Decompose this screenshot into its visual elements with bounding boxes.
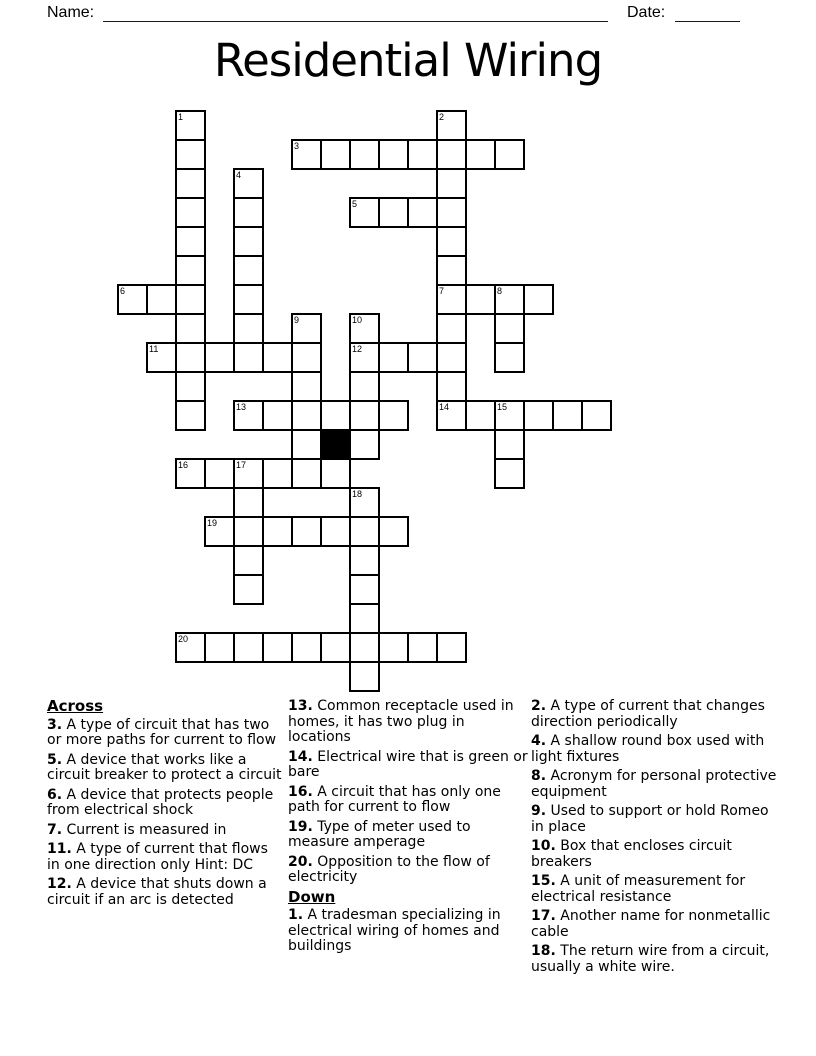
grid-cell[interactable] xyxy=(378,139,409,170)
cell-number: 20 xyxy=(178,634,189,644)
grid-cell[interactable] xyxy=(436,197,467,228)
clue-number: 2. xyxy=(531,698,547,714)
grid-cell[interactable] xyxy=(204,458,235,489)
grid-cell[interactable] xyxy=(349,574,380,605)
date-label: Date: xyxy=(627,4,666,21)
cell-number: 3 xyxy=(294,141,300,151)
cell-number: 9 xyxy=(294,315,300,325)
grid-cell[interactable] xyxy=(378,342,409,373)
grid-cell[interactable] xyxy=(465,139,496,170)
clue-number: 20. xyxy=(288,853,313,870)
grid-cell[interactable] xyxy=(552,400,583,431)
grid-cell[interactable] xyxy=(407,197,438,228)
grid-cell[interactable] xyxy=(175,284,206,315)
clue-column-across xyxy=(47,699,285,912)
grid-cell[interactable] xyxy=(262,632,293,663)
grid-cell[interactable] xyxy=(320,516,351,547)
name-blank-line[interactable] xyxy=(103,21,608,22)
clue-down-2: 2. A type of current that changes direction periodically xyxy=(531,698,765,730)
grid-cell[interactable] xyxy=(349,603,380,634)
clue-down-15: 15. A unit of measurement for electrical resistance xyxy=(531,873,746,905)
cell-number: 5 xyxy=(352,199,358,209)
grid-cell[interactable] xyxy=(581,400,612,431)
clue-number: 17. xyxy=(531,908,556,924)
clue-across-3: 3. A type of circuit that has two or more paths for current to flow xyxy=(47,716,277,748)
clue-number: 5. xyxy=(47,751,63,768)
clue-number: 7. xyxy=(47,821,63,838)
cell-number: 2 xyxy=(439,112,445,122)
grid-cell[interactable] xyxy=(233,545,264,576)
grid-cell[interactable] xyxy=(262,516,293,547)
clue-down-10: 10. Box that encloses circuit breakers xyxy=(531,838,732,870)
grid-cell[interactable] xyxy=(204,342,235,373)
clue-number: 13. xyxy=(288,698,313,714)
clue-number: 19. xyxy=(288,818,313,835)
clue-across-6: 6. A device that protects people from electrical shock xyxy=(47,786,274,818)
clue-number: 15. xyxy=(531,873,556,889)
grid-cell[interactable] xyxy=(291,371,322,402)
grid-cell[interactable] xyxy=(291,516,322,547)
clue-across-12: 12. A device that shuts down a circuit if an arc is detected xyxy=(47,876,267,908)
clue-across-16: 16. A circuit that has only one path for current to flow xyxy=(288,783,501,815)
down-heading: Down xyxy=(288,887,336,906)
grid-cell[interactable] xyxy=(320,458,351,489)
crossword-grid xyxy=(88,110,612,692)
clue-column-middle xyxy=(288,699,529,959)
grid-cell[interactable] xyxy=(523,284,554,315)
grid-cell[interactable] xyxy=(233,255,264,286)
clue-across-5: 5. A device that works like a circuit breaker to protect a circuit xyxy=(47,751,282,783)
clue-number: 8. xyxy=(531,768,547,784)
grid-cell[interactable] xyxy=(146,284,177,315)
grid-cell[interactable] xyxy=(291,632,322,663)
clue-across-14: 14. Electrical wire that is green or bare xyxy=(288,748,528,780)
grid-cell[interactable] xyxy=(175,632,206,663)
grid-cell[interactable] xyxy=(436,400,467,431)
grid-cell[interactable] xyxy=(233,516,264,547)
grid-cell[interactable] xyxy=(291,313,322,344)
grid-cell[interactable] xyxy=(349,545,380,576)
grid-cell[interactable] xyxy=(117,284,148,315)
grid-cell[interactable] xyxy=(175,255,206,286)
grid-cell[interactable] xyxy=(494,458,525,489)
grid-cell[interactable] xyxy=(349,313,380,344)
grid-cell[interactable] xyxy=(291,458,322,489)
clue-across-13: 13. Common receptacle used in homes, it has two plug in locations xyxy=(288,698,514,745)
grid-cell[interactable] xyxy=(204,516,235,547)
grid-cell[interactable] xyxy=(494,313,525,344)
grid-cell[interactable] xyxy=(262,342,293,373)
cell-number: 19 xyxy=(207,518,218,528)
cell-number: 8 xyxy=(497,286,503,296)
grid-cell[interactable] xyxy=(436,284,467,315)
grid-cell[interactable] xyxy=(291,342,322,373)
grid-cell[interactable] xyxy=(494,342,525,373)
across-heading: Across xyxy=(47,697,104,715)
cell-number: 1 xyxy=(178,112,184,122)
grid-cell[interactable] xyxy=(233,284,264,315)
grid-cell[interactable] xyxy=(494,400,525,431)
clue-number: 14. xyxy=(288,748,313,765)
grid-cell[interactable] xyxy=(436,342,467,373)
grid-cell[interactable] xyxy=(204,632,235,663)
grid-cell[interactable] xyxy=(291,429,322,460)
grid-cell[interactable] xyxy=(494,284,525,315)
clue-number: 12. xyxy=(47,876,72,892)
grid-cell[interactable] xyxy=(378,197,409,228)
clue-down-9: 9. Used to support or hold Romeo in place xyxy=(531,803,769,835)
grid-cell[interactable] xyxy=(378,516,409,547)
grid-cell[interactable] xyxy=(175,197,206,228)
clue-number: 1. xyxy=(288,907,304,923)
clue-number: 10. xyxy=(531,838,556,854)
grid-cell[interactable] xyxy=(175,342,206,373)
clue-across-11: 11. A type of current that flows in one direction only Hint: DC xyxy=(47,841,268,873)
grid-cell[interactable] xyxy=(320,632,351,663)
grid-cell[interactable] xyxy=(233,632,264,663)
clue-number: 11. xyxy=(47,841,72,857)
clue-down-8: 8. Acronym for personal protective equipment xyxy=(531,768,777,800)
cell-number: 16 xyxy=(178,460,189,470)
grid-cell[interactable] xyxy=(349,632,380,663)
cell-number: 11 xyxy=(149,344,159,354)
grid-cell[interactable] xyxy=(436,168,467,199)
grid-cell[interactable] xyxy=(436,255,467,286)
grid-cell[interactable] xyxy=(175,371,206,402)
grid-cell[interactable] xyxy=(262,400,293,431)
grid-cell[interactable] xyxy=(175,226,206,257)
cell-number: 13 xyxy=(236,402,247,412)
clue-down-4: 4. A shallow round box used with light fixtures xyxy=(531,733,765,765)
grid-cell[interactable] xyxy=(175,168,206,199)
clue-across-7: 7. Current is measured in xyxy=(47,821,227,838)
cell-number: 6 xyxy=(120,286,126,296)
grid-cell[interactable] xyxy=(349,429,380,460)
cell-number: 15 xyxy=(497,402,508,412)
grid-cell[interactable] xyxy=(291,139,322,170)
grid-cell[interactable] xyxy=(175,313,206,344)
grid-cell[interactable] xyxy=(349,661,380,692)
grid-cell[interactable] xyxy=(494,429,525,460)
grid-cell[interactable] xyxy=(146,342,177,373)
grid-cell[interactable] xyxy=(175,458,206,489)
blocked-cell xyxy=(320,429,351,460)
grid-cell[interactable] xyxy=(436,371,467,402)
clue-number: 16. xyxy=(288,783,313,800)
grid-cell[interactable] xyxy=(436,632,467,663)
clue-number: 4. xyxy=(531,733,547,749)
clue-number: 9. xyxy=(531,803,547,819)
grid-cell[interactable] xyxy=(407,139,438,170)
puzzle-title: Residential Wiring xyxy=(213,34,603,87)
clue-number: 3. xyxy=(47,716,63,733)
grid-cell[interactable] xyxy=(349,139,380,170)
grid-cell[interactable] xyxy=(175,139,206,170)
grid-cell[interactable] xyxy=(465,284,496,315)
grid-cell[interactable] xyxy=(233,342,264,373)
grid-cell[interactable] xyxy=(407,632,438,663)
grid-cell[interactable] xyxy=(233,487,264,518)
grid-cell[interactable] xyxy=(233,574,264,605)
grid-cell[interactable] xyxy=(436,139,467,170)
grid-cell[interactable] xyxy=(378,632,409,663)
grid-cell[interactable] xyxy=(494,139,525,170)
grid-cell[interactable] xyxy=(349,400,380,431)
grid-cell[interactable] xyxy=(349,342,380,373)
grid-cell[interactable] xyxy=(233,197,264,228)
grid-cell[interactable] xyxy=(175,400,206,431)
grid-cell[interactable] xyxy=(436,313,467,344)
cell-number: 14 xyxy=(439,402,450,412)
grid-cell[interactable] xyxy=(262,458,293,489)
cell-number: 10 xyxy=(352,315,363,325)
grid-cell[interactable] xyxy=(175,110,206,141)
clue-across-20: 20. Opposition to the flow of electricity xyxy=(288,853,490,885)
grid-cell[interactable] xyxy=(436,110,467,141)
date-blank-line[interactable] xyxy=(675,21,740,22)
cell-number: 18 xyxy=(352,489,363,499)
grid-cell[interactable] xyxy=(436,226,467,257)
cell-number: 12 xyxy=(352,344,363,354)
grid-cell[interactable] xyxy=(465,400,496,431)
grid-cell[interactable] xyxy=(407,342,438,373)
cell-number: 4 xyxy=(236,170,242,180)
grid-cell[interactable] xyxy=(291,400,322,431)
clue-number: 18. xyxy=(531,943,556,959)
clue-down-1: 1. A tradesman specializing in electrical wiring of homes and buildings xyxy=(288,907,501,954)
grid-cell[interactable] xyxy=(233,313,264,344)
clue-column-down xyxy=(531,699,779,979)
grid-cell[interactable] xyxy=(349,371,380,402)
grid-cell[interactable] xyxy=(349,487,380,518)
grid-cell[interactable] xyxy=(349,197,380,228)
cell-number: 7 xyxy=(439,286,445,296)
clue-across-19: 19. Type of meter used to measure amperage xyxy=(288,818,471,850)
grid-cell[interactable] xyxy=(349,516,380,547)
grid-cell[interactable] xyxy=(233,400,264,431)
clue-down-18: 18. The return wire from a circuit, usually a white wire. xyxy=(531,943,770,975)
grid-cell[interactable] xyxy=(233,458,264,489)
grid-cell[interactable] xyxy=(320,139,351,170)
cell-number: 17 xyxy=(236,460,247,470)
clue-number: 6. xyxy=(47,786,63,803)
grid-cell[interactable] xyxy=(378,400,409,431)
clue-down-17: 17. Another name for nonmetallic cable xyxy=(531,908,771,940)
grid-cell[interactable] xyxy=(233,226,264,257)
grid-cell[interactable] xyxy=(523,400,554,431)
name-label: Name: xyxy=(47,4,95,21)
grid-cell[interactable] xyxy=(320,400,351,431)
grid-cell[interactable] xyxy=(233,168,264,199)
